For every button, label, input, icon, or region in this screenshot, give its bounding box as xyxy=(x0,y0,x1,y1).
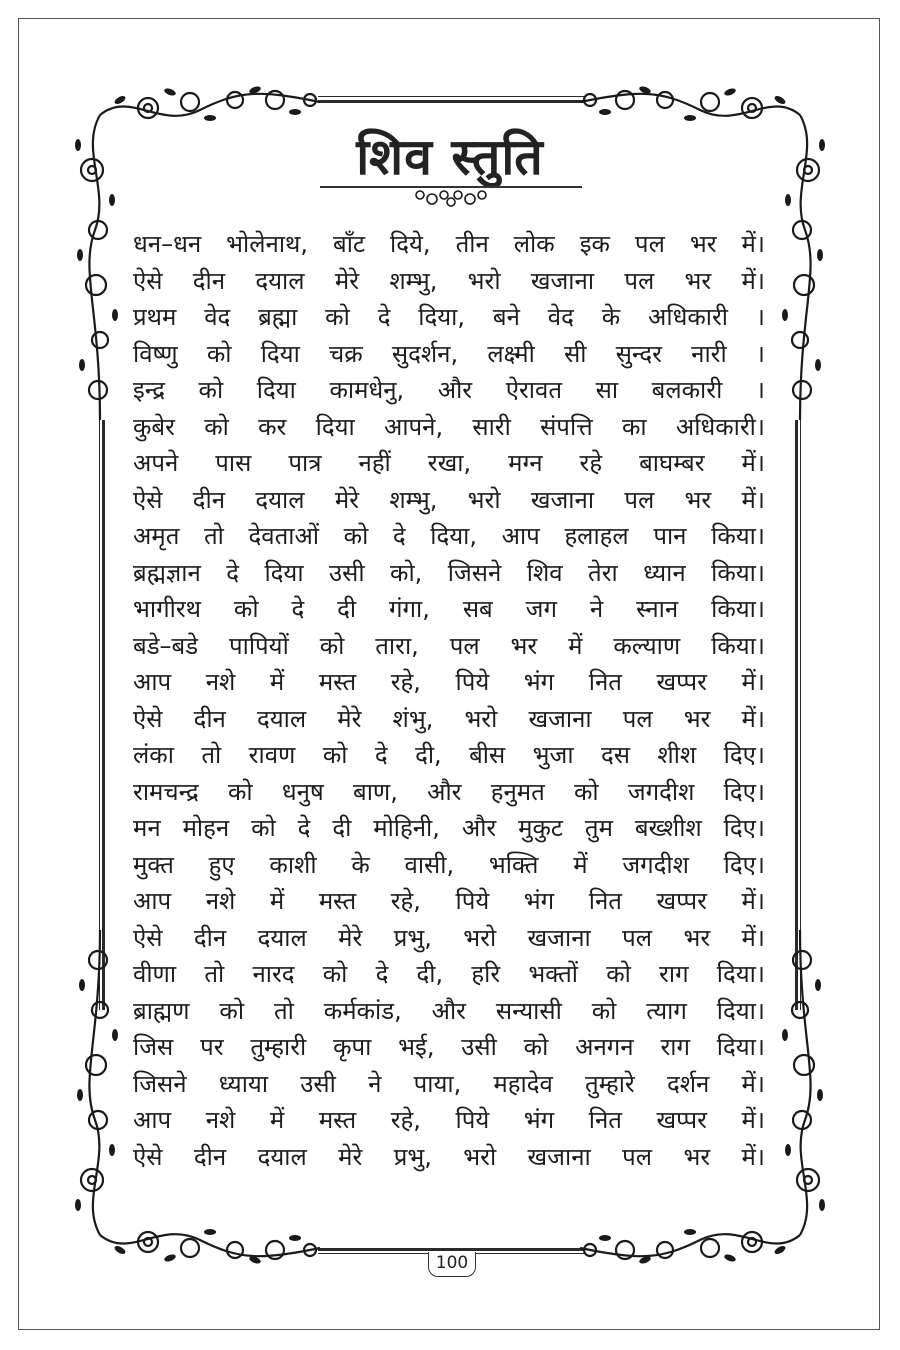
verse-line: ब्राह्मण को तो कर्मकांड, और सन्यासी को त्याग दिया। xyxy=(133,996,765,1025)
verse-list xyxy=(133,226,765,1175)
verse-line: इन्द्र को दिया कामधेनु, और ऐरावत सा बलकारी । xyxy=(133,376,765,404)
verse-line: प्रथम वेद ब्रह्मा को दे दिया, बने वेद के अधिकारी । xyxy=(133,303,765,331)
verse-line: बडे–बडे पापियों को तारा, पल भर में कल्याण किया। xyxy=(133,631,765,660)
verse-line: ब्रह्मज्ञान दे दिया उसी को, जिसने शिव तेरा ध्यान किया। xyxy=(133,558,765,587)
page-title: शिव स्तुति xyxy=(356,128,544,186)
verse-line: आप नशे में मस्त रहे, पिये भंग नित खप्पर में। xyxy=(133,1106,765,1134)
verse-line: कुबेर को कर दिया आपने, सारी संपत्ति का अधिकारी। xyxy=(133,412,765,441)
verse-line: आप नशे में मस्त रहे, पिये भंग नित खप्पर में। xyxy=(133,668,765,696)
border-top-thin xyxy=(318,96,584,97)
verse-line: अमृत तो देवताओं को दे दिया, आप हलाहल पान किया। xyxy=(133,522,765,550)
verse-line: ऐसे दीन दयाल मेरे प्रभु, भरो खजाना पल भर में। xyxy=(133,1142,765,1171)
verse-line: धन–धन भोलेनाथ, बाँट दिये, तीन लोक इक पल भर में। xyxy=(133,230,765,258)
verse-line: ऐसे दीन दयाल मेरे प्रभु, भरो खजाना पल भर में। xyxy=(133,923,765,952)
title-flourish-ornament xyxy=(406,187,496,209)
verse-line: रामचन्द्र को धनुष बाण, और हनुमत को जगदीश दिए। xyxy=(133,777,765,806)
verse-line: आप नशे में मस्त रहे, पिये भंग नित खप्पर में। xyxy=(133,887,765,915)
verse-line: लंका तो रावण को दे दी, बीस भुजा दस शीश दिए। xyxy=(133,741,765,769)
verse-line: मन मोहन को दे दी मोहिनी, और मुकुट तुम बख्शीश दिए। xyxy=(133,814,765,842)
border-top-thick xyxy=(318,100,584,103)
verse-line: भागीरथ को दे दी गंगा, सब जग ने स्नान किया। xyxy=(133,595,765,623)
verse-line: वीणा तो नारद को दे दी, हरि भक्तों को राग दिया। xyxy=(133,960,765,988)
verse-line: जिसने ध्याया उसी ने पाया, महादेव तुम्हारे दर्शन में। xyxy=(133,1069,765,1098)
page-number: 100 xyxy=(428,1252,476,1277)
verse-line: ऐसे दीन दयाल मेरे शंभु, भरो खजाना पल भर में। xyxy=(133,704,765,733)
verse-line: ऐसे दीन दयाल मेरे शम्भु, भरो खजाना पल भर में। xyxy=(133,266,765,295)
verse-line: अपने पास पात्र नहीं रखा, मग्न रहे बाघम्बर में। xyxy=(133,449,765,477)
verse-line: ऐसे दीन दयाल मेरे शम्भु, भरो खजाना पल भर में। xyxy=(133,485,765,514)
verse-line: जिस पर तुम्हारी कृपा भई, उसी को अनगन राग दिया। xyxy=(133,1033,765,1061)
verse-line: मुक्त हुए काशी के वासी, भक्ति में जगदीश दिए। xyxy=(133,850,765,879)
border-bottom-thick xyxy=(318,1248,584,1251)
verse-line: विष्णु को दिया चक्र सुदर्शन, लक्ष्मी सी सुन्दर नारी । xyxy=(133,339,765,368)
